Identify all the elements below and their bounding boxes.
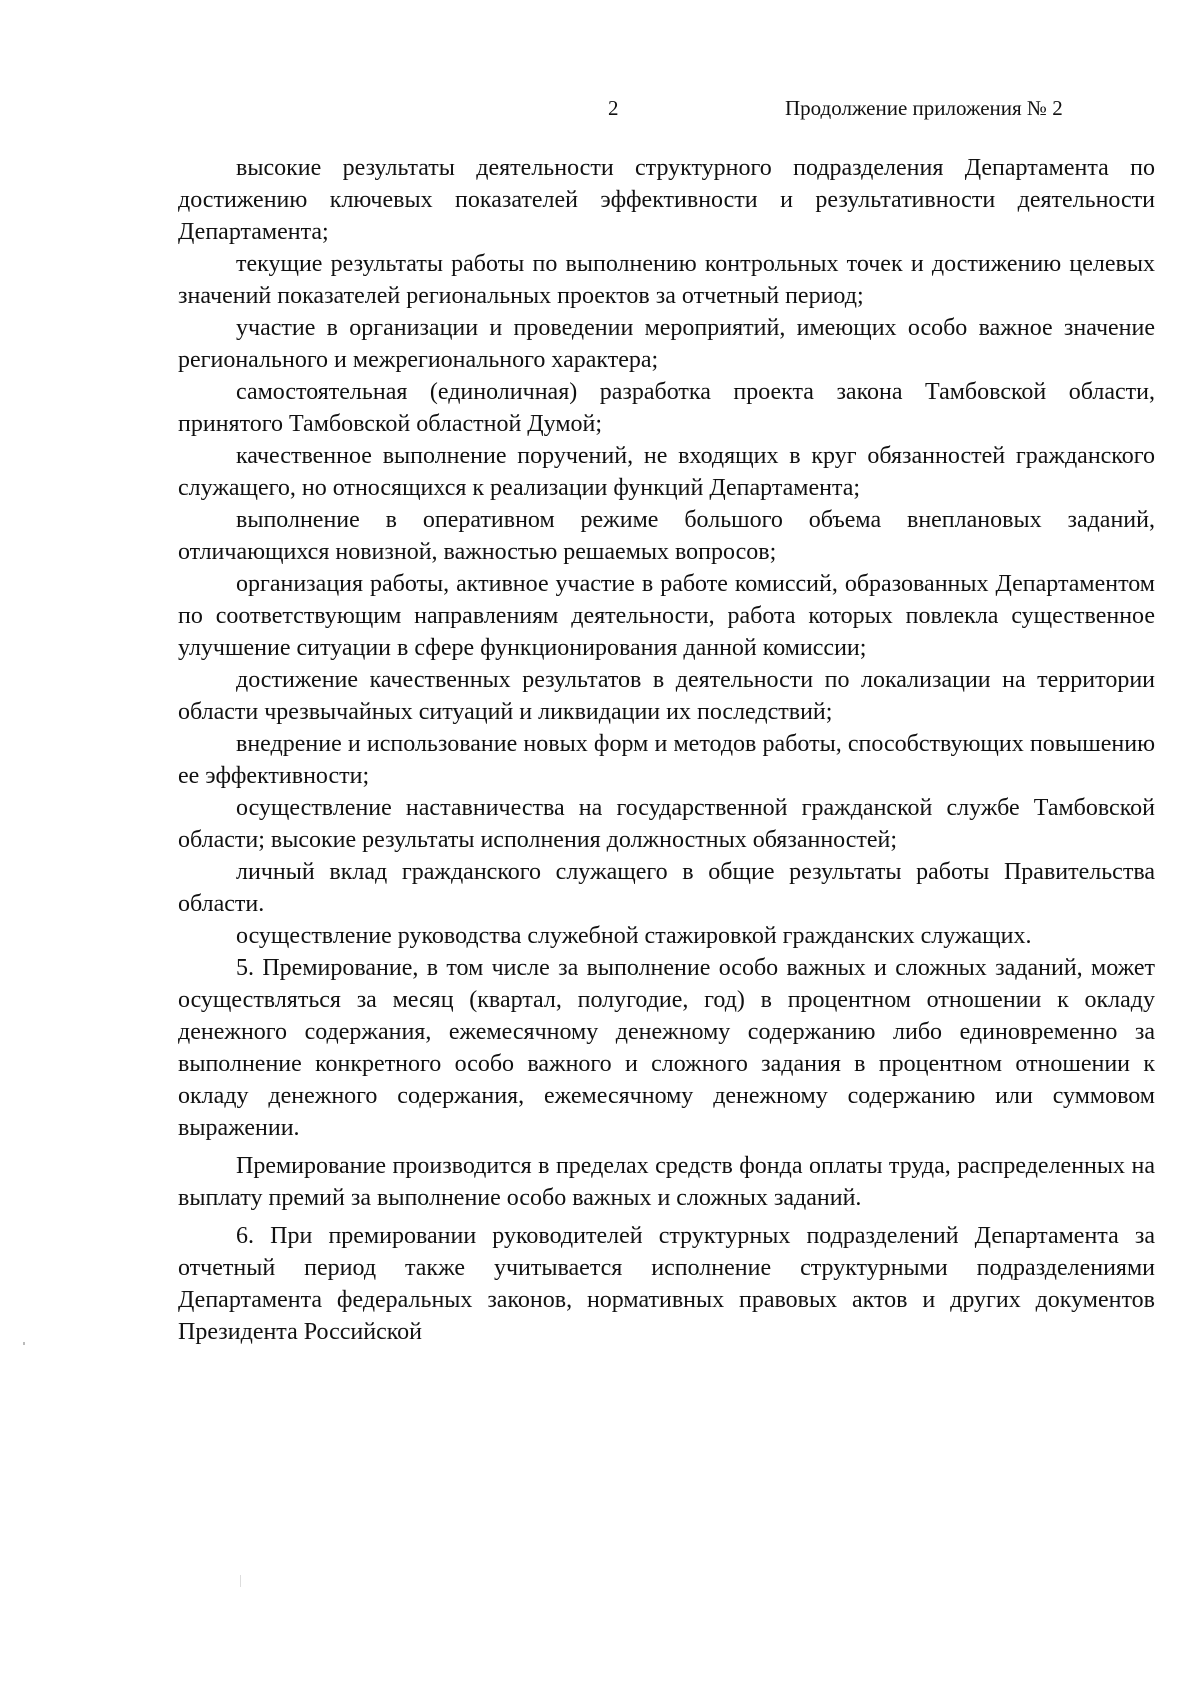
appendix-continuation-label: Продолжение приложения № 2 <box>785 96 1063 120</box>
paragraph-criterion-commissions: организация работы, активное участие в работе комиссий, образованных Департаментом по соответствующим направлениям деятельности, работа которых повлекла существенное улучшение ситуации в сфере функционирования данной комиссии; <box>178 571 1155 661</box>
document-body <box>178 152 1155 1348</box>
paragraph-criterion-mentoring: осуществление наставничества на государственной гражданской службе Тамбовской области; высокие результаты исполнения должностных обязанностей; <box>178 795 1155 853</box>
paragraph-bonus-funding: Премирование производится в пределах средств фонда оплаты труда, распределенных на выплату премий за выполнение особо важных и сложных заданий. <box>178 1153 1155 1211</box>
paragraph-criterion-internship-supervision: осуществление руководства служебной стажировкой гражданских служащих. <box>236 923 1032 949</box>
page-header <box>0 96 1200 130</box>
paragraph-criterion-extra-assignments: качественное выполнение поручений, не входящих в круг обязанностей гражданского служащего, но относящихся к реализации функций Департамента; <box>178 443 1155 501</box>
scan-speck <box>240 1575 241 1587</box>
paragraph-clause-6: 6. При премировании руководителей структурных подразделений Департамента за отчетный период также учитывается исполнение структурными подразделениями Департамента федеральных законов, нормативных правовых актов и других документов Президента Российской <box>178 1223 1155 1345</box>
page-number: 2 <box>608 96 619 120</box>
scan-speck <box>23 1342 25 1345</box>
paragraph-criterion-department-results: высокие результаты деятельности структурного подразделения Департамента по достижению ключевых показателей эффективности и результативности деятельности Департамента; <box>178 155 1155 245</box>
paragraph-criterion-events: участие в организации и проведении мероприятий, имеющих особо важное значение регионального и межрегионального характера; <box>178 315 1155 373</box>
paragraph-clause-5: 5. Премирование, в том числе за выполнение особо важных и сложных заданий, может осуществляться за месяц (квартал, полугодие, год) в процентном отношении к окладу денежного содержания, ежемесячному денежному содержанию либо единовременно за выполнение конкретного особо важного и сложного задания в процентном отношении к окладу денежного содержания, ежемесячному денежному содержанию или суммовом выражении. <box>178 955 1155 1141</box>
paragraph-criterion-new-methods: внедрение и использование новых форм и методов работы, способствующих повышению ее эффективности; <box>178 731 1155 789</box>
paragraph-criterion-emergencies: достижение качественных результатов в деятельности по локализации на территории области чрезвычайных ситуаций и ликвидации их последствий; <box>178 667 1155 725</box>
paragraph-criterion-regional-projects: текущие результаты работы по выполнению контрольных точек и достижению целевых значений показателей региональных проектов за отчетный период; <box>178 251 1155 309</box>
paragraph-criterion-unplanned-tasks: выполнение в оперативном режиме большого объема внеплановых заданий, отличающихся новизной, важностью решаемых вопросов; <box>178 507 1155 565</box>
paragraph-criterion-law-draft: самостоятельная (единоличная) разработка проекта закона Тамбовской области, принятого Тамбовской областной Думой; <box>178 379 1155 437</box>
paragraph-criterion-personal-contribution: личный вклад гражданского служащего в общие результаты работы Правительства области. <box>178 859 1155 917</box>
